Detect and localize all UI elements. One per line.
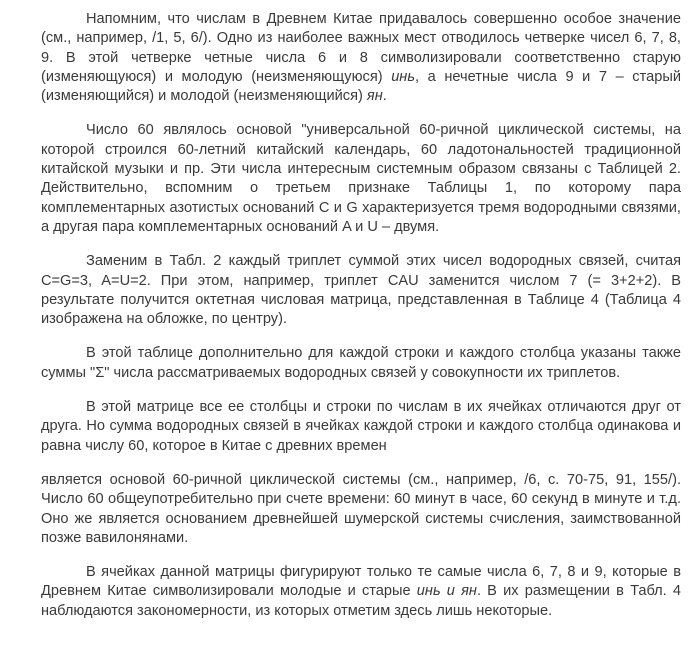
text-run: В этой матрице все ее столбцы и строки по числам в их ячейках отличаются друг от друга. Но сумма водородных связей в ячейках каждой строки и каждого столбца одинакова и равна числу 60, которое в Китае с древних времен bbox=[41, 399, 681, 454]
text-run: Число 60 являлось основой "универсальной 60-ричной циклической системы, на которой строился 60-летний китайский календарь, 60 ладотональностей традиционной китайской музыки и пр. Эти числа интересным системным образом связаны с Таблицей 2. Действительно, вспомним о третьем признаке Таблицы 1, по которому пара комплементарных азотистых оснований C и G характеризуется тремя водородными связями, а другая пара комплементарных оснований A и U – двумя. bbox=[41, 122, 681, 235]
text-run: В ячейках данной матрицы фигурируют только те самые числа 6, 7, 8 и 9, которые в Древнем Китае символизировали молодые и старые bbox=[41, 564, 681, 600]
text-run: , а нечетные числа 9 и 7 – старый (изменяющийся) и молодой (неизменяющийся) bbox=[41, 68, 681, 105]
text-run: является основой 60-ричной циклической системы (см., например, /6, с. 70-75, 91, 155/). Число 60 общеупотребительно при счете времени: 60 минут в часе, 60 секунд в минуте и т.д. Оно же является основанием древнейшей шумерской системы счисления, заимствованной позже вавилонянами. bbox=[41, 471, 681, 546]
paragraph bbox=[41, 10, 681, 106]
text-run: . bbox=[382, 88, 387, 105]
paragraph bbox=[41, 398, 681, 456]
paragraph bbox=[41, 252, 681, 329]
text-run: . В их размещении в Табл. 4 наблюдаются закономерности, из которых отметим здесь лишь некоторые. bbox=[41, 583, 682, 619]
italic-term: инь bbox=[391, 68, 416, 85]
text-run: Напомним, что числам в Древнем Китае придавалось совершенно особое значение (см., например, /1, 5, 6/). Одно из наиболее важных мест отводилось четверке чисел 6, 7, 8, 9. В этой четверке четные числа 6 и 8 символизировали соответственно старую (изменяющуюся) и молодую (неизменяющуюся) bbox=[41, 11, 681, 85]
paragraph bbox=[41, 471, 681, 548]
text-run: В этой таблице дополнительно для каждой строки и каждого столбца указаны также суммы "Σ" числа рассматриваемых водородных связей у совокупности их триплетов. bbox=[41, 345, 681, 381]
paragraph bbox=[41, 121, 681, 237]
paragraph bbox=[41, 344, 681, 383]
italic-term: ян bbox=[366, 88, 383, 105]
text-run: Заменим в Табл. 2 каждый триплет суммой этих чисел водородных связей, считая C=G=3, A=U=2. При этом, например, триплет CAU заменится числом 7 (= 3+2+2). В результате получится октетная числовая матрица, представленная в Таблице 4 (Таблица 4 изображена на обложке, по центру). bbox=[41, 253, 681, 328]
paragraph bbox=[41, 563, 681, 621]
italic-term: инь и ян bbox=[416, 583, 477, 600]
text-body bbox=[41, 10, 681, 621]
